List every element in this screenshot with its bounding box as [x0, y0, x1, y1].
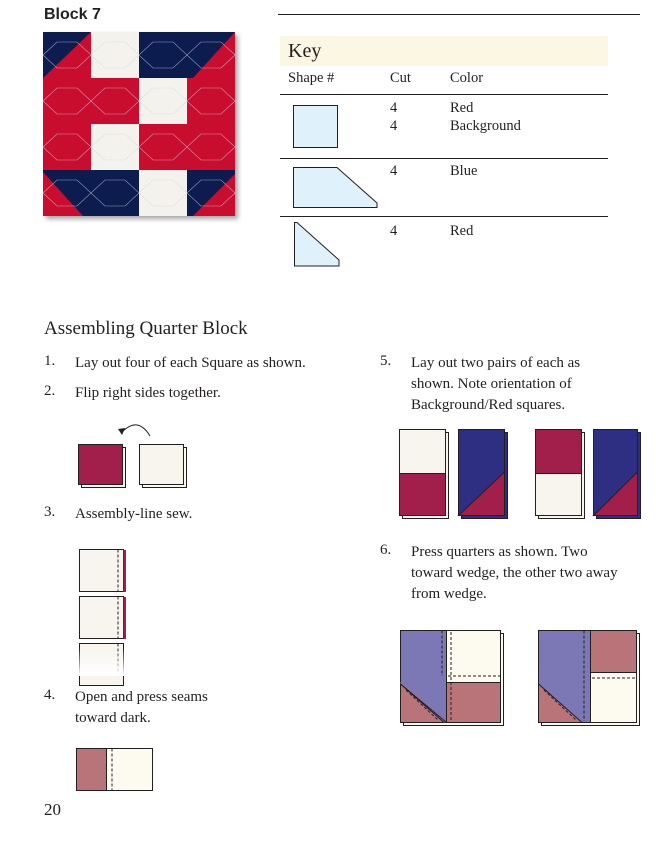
- step-number: 4.: [44, 687, 56, 703]
- key-rule: [280, 216, 608, 217]
- step-number: 3.: [44, 504, 56, 520]
- step-text: Lay out four of each Square as shown.: [75, 355, 306, 371]
- step-text-line: Press quarters as shown. Two: [411, 544, 588, 560]
- page-number: 20: [44, 800, 61, 819]
- key-row-color: Red: [450, 223, 474, 239]
- step-text-line: Open and press seams: [75, 689, 208, 705]
- flip-squares-diagram: [76, 418, 192, 492]
- step-text: Flip right sides together.: [75, 385, 221, 401]
- step-text-line: from wedge.: [411, 586, 487, 602]
- key-header-shape: Shape #: [288, 70, 335, 86]
- key-header-color: Color: [450, 70, 484, 86]
- key-row-color: Blue: [450, 163, 478, 179]
- step-number: 1.: [44, 353, 56, 369]
- step-text-line: toward wedge, the other two away: [411, 565, 618, 581]
- top-rule: [278, 14, 640, 15]
- step-text-line: Background/Red squares.: [411, 397, 566, 413]
- quilt-block-photo: [43, 32, 239, 216]
- key-row-cut: 4: [390, 118, 398, 134]
- key-header-band: [280, 36, 608, 66]
- key-rule: [280, 94, 608, 95]
- section-title: Assembling Quarter Block: [44, 318, 248, 339]
- pressed-pair-diagram: [76, 748, 156, 794]
- step-text-line: Lay out two pairs of each as: [411, 355, 581, 371]
- layout-pairs-diagram: [398, 428, 642, 522]
- block-title: Block 7: [44, 6, 101, 23]
- step-text: Assembly-line sew.: [75, 506, 193, 522]
- step-number: 6.: [380, 542, 392, 558]
- key-rule: [280, 158, 608, 159]
- square-shape-icon: [293, 105, 339, 149]
- step-text-line: shown. Note orientation of: [411, 376, 572, 392]
- key-row-cut: 4: [390, 100, 398, 116]
- key-row-cut: 4: [390, 163, 398, 179]
- assembly-line-diagram: [78, 548, 130, 676]
- triangle-shape-icon: [294, 222, 342, 268]
- pressed-quarters-diagram: [398, 628, 642, 728]
- key-row-color: Background: [450, 118, 521, 134]
- step-number: 5.: [380, 353, 392, 369]
- key-title: Key: [288, 40, 322, 62]
- wedge-shape-icon: [293, 167, 379, 209]
- key-header-cut: Cut: [390, 70, 411, 86]
- key-row-color: Red: [450, 100, 474, 116]
- step-text-line: toward dark.: [75, 710, 151, 726]
- key-row-cut: 4: [390, 223, 398, 239]
- step-number: 2.: [44, 383, 56, 399]
